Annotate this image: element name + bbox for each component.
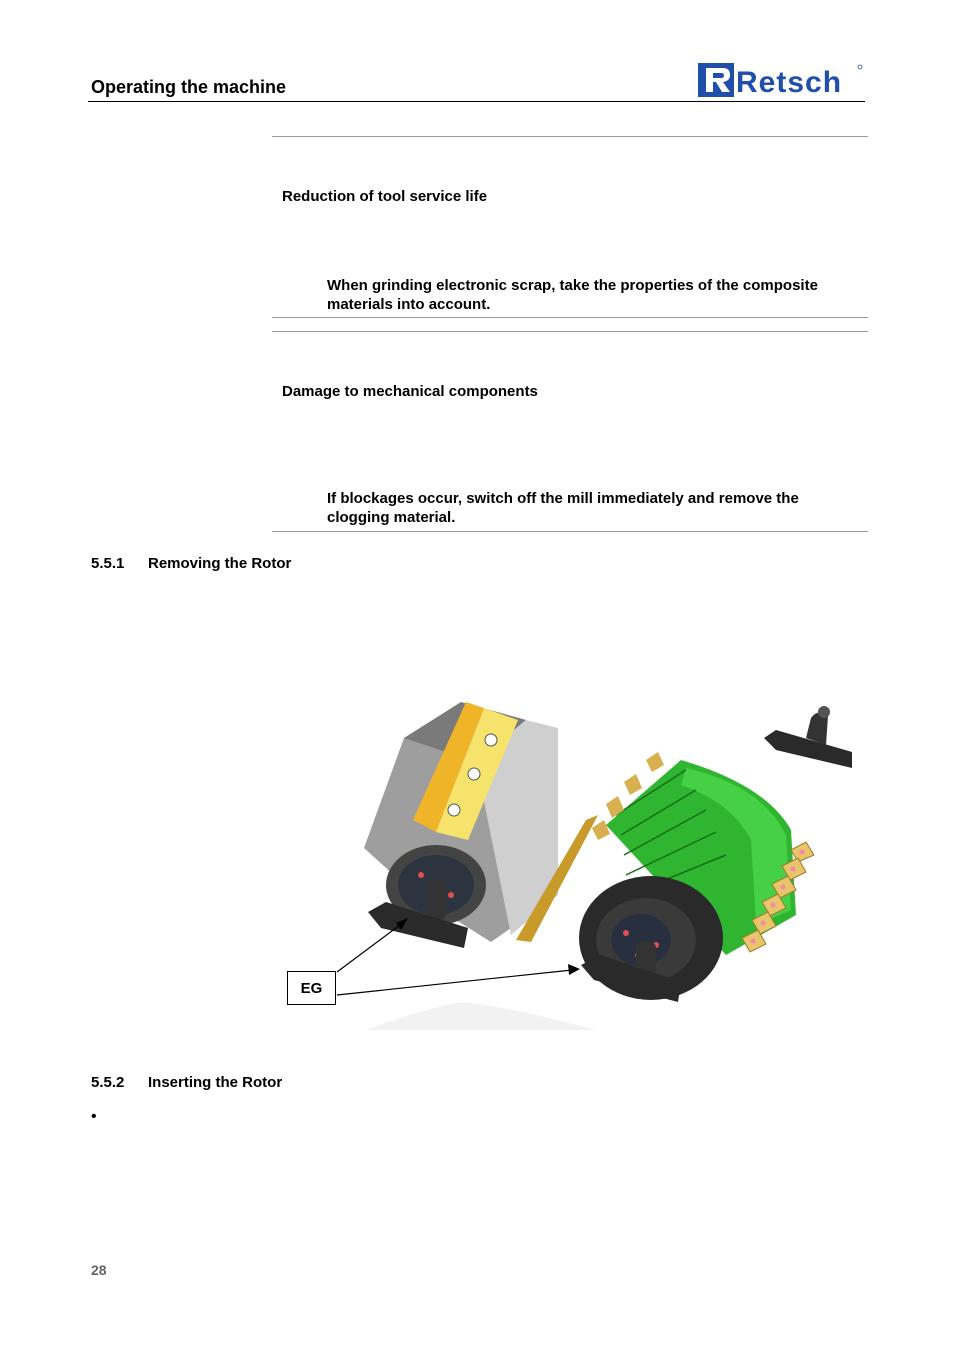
notice-title: Reduction of tool service life (282, 188, 488, 205)
notice-top-rule (272, 136, 868, 137)
notice-top-rule (272, 331, 868, 332)
notice-bottom-rule (272, 317, 868, 318)
notice-body: When grinding electronic scrap, take the properties of the composite materials into account. (327, 277, 818, 313)
notice-body: If blockages occur, switch off the mill immediately and remove the clogging material. (327, 490, 799, 526)
svg-text:Retsch: Retsch (736, 66, 843, 97)
header-rule (88, 101, 865, 102)
notice-bottom-rule (272, 531, 868, 532)
retsch-logo (698, 63, 864, 97)
section-heading (91, 1074, 282, 1091)
section-number: 5.5.1 (91, 555, 125, 572)
list-bullet: • (91, 1108, 97, 1125)
section-heading (91, 555, 291, 572)
page-header-title: Operating the machine (91, 77, 287, 97)
notice-title: Damage to mechanical components (282, 383, 538, 400)
section-number: 5.5.2 (91, 1074, 125, 1091)
callout-label-box: EG (287, 971, 336, 1005)
rotor-illustration (286, 690, 876, 1035)
page-number: 28 (91, 1262, 107, 1278)
section-title: Removing the Rotor (148, 555, 292, 572)
section-title: Inserting the Rotor (148, 1074, 283, 1091)
